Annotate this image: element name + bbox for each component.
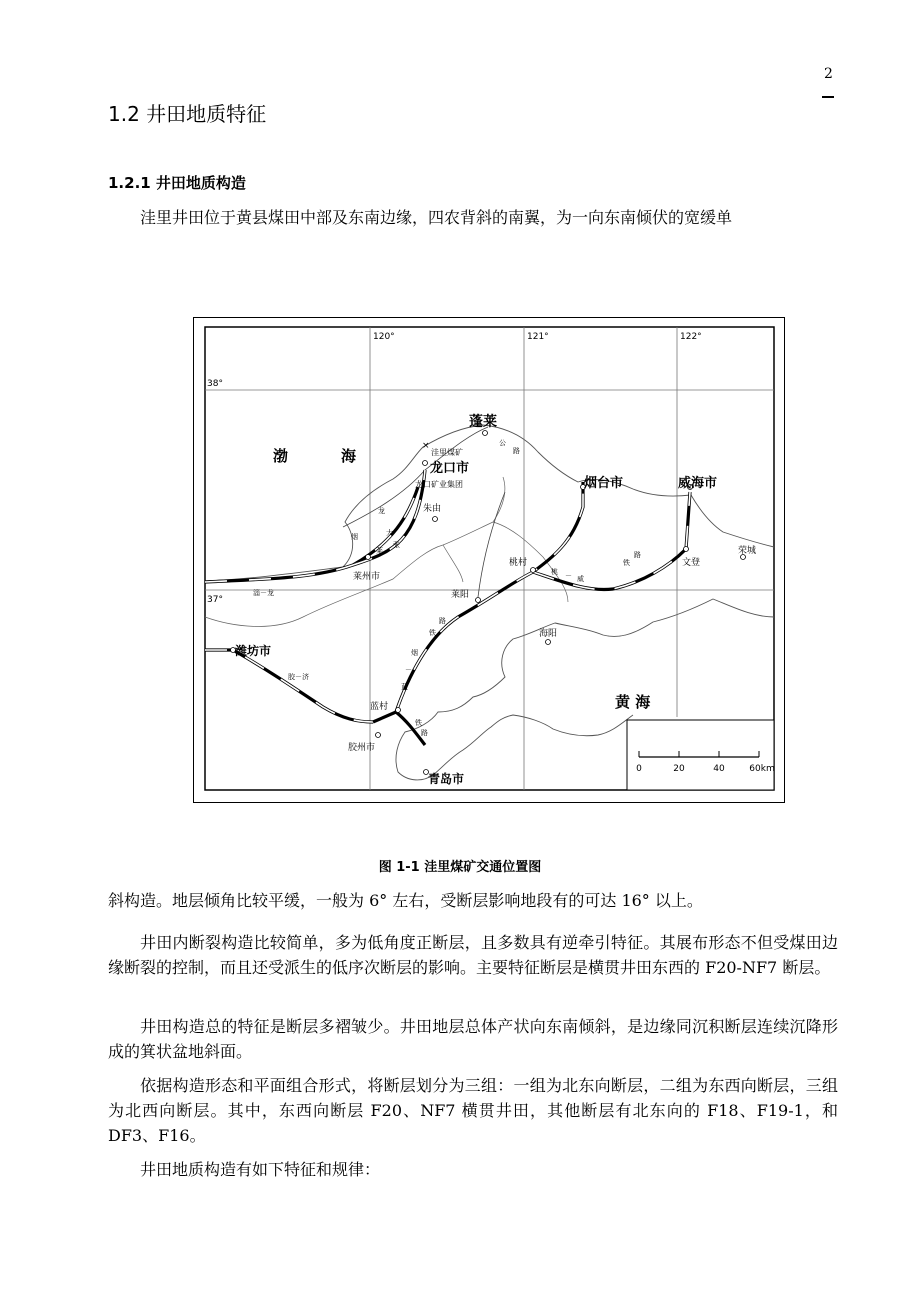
sea-bohai-2: 海 bbox=[341, 447, 357, 465]
rail-label: 桃 bbox=[551, 568, 558, 576]
section-title: 1.2 井田地质特征 bbox=[108, 102, 267, 126]
location-map-figure bbox=[193, 317, 785, 803]
rail-label: 大 bbox=[386, 529, 393, 537]
rail-label: 路 bbox=[634, 551, 641, 559]
rail-label: 莱 bbox=[376, 547, 383, 555]
paragraph-6: 井田地质构造有如下特征和规律： bbox=[140, 1160, 381, 1179]
sea-bohai-1: 渤 bbox=[273, 447, 289, 465]
place-penglai: 蓬莱 bbox=[469, 414, 497, 430]
page-number: 2 bbox=[824, 66, 833, 82]
mine-cross-icon: × bbox=[422, 441, 430, 451]
page-number-rule bbox=[822, 96, 834, 98]
rail-label: 威 bbox=[577, 575, 584, 583]
rail-label: 烟 bbox=[351, 533, 358, 541]
lat-38: 38° bbox=[207, 379, 223, 389]
place-yantai: 烟台市 bbox=[584, 476, 624, 491]
scale-tick-40: 40 bbox=[713, 764, 725, 774]
subsection-title: 1.2.1 井田地质构造 bbox=[108, 174, 246, 192]
figure-caption: 图 1-1 洼里煤矿交通位置图 bbox=[378, 860, 542, 875]
rail-label: 路 bbox=[439, 617, 446, 625]
rail-label: 龙 bbox=[378, 507, 385, 515]
scale-bar bbox=[627, 720, 775, 790]
place-laizhou: 莱州市 bbox=[353, 572, 381, 582]
rail-label: 铁 bbox=[429, 629, 436, 637]
rail-label: 蓝 bbox=[401, 683, 408, 691]
place-weihai: 威海市 bbox=[678, 476, 718, 491]
paragraph-4: 井田构造总的特征是断层多褶皱少。井田地层总体产状向东南倾斜，是边缘同沉积断层连续沉降形成的箕状盆地斜面。 bbox=[108, 1017, 838, 1061]
scale-tick-20: 20 bbox=[673, 764, 685, 774]
rail-label: 烟 bbox=[411, 649, 418, 657]
place-laiyang: 莱阳 bbox=[451, 590, 470, 600]
sea-huanghai: 黄 海 bbox=[615, 693, 651, 711]
rail-label: － bbox=[405, 666, 412, 674]
rail-label: 铁 bbox=[623, 559, 630, 567]
paragraph-5: 依据构造形态和平面组合形式，将断层划分为三组：一组为北东向断层，二组为东西向断层，三组为北西向断层。其中，东西向断层 F20、NF7 横贯井田，其他断层有北东向的 F18、F19-1，和 DF3、F16。 bbox=[108, 1076, 838, 1145]
paragraph-1: 洼里井田位于黄县煤田中部及东南边缘，四农背斜的南翼，为一向东南倾伏的宽缓单 bbox=[140, 208, 733, 227]
place-rongcheng: 荣城 bbox=[738, 546, 757, 556]
rail-label: 路 bbox=[513, 447, 520, 455]
rail-label: － bbox=[565, 572, 572, 580]
location-map bbox=[193, 317, 785, 803]
place-jiaozhou: 胶州市 bbox=[348, 743, 376, 753]
lat-37: 37° bbox=[207, 595, 223, 605]
rail-label: 铁 bbox=[415, 719, 422, 727]
place-zhuyou: 朱由 bbox=[423, 504, 442, 514]
place-wendeng: 文登 bbox=[682, 558, 701, 568]
place-longkou: 龙口市 bbox=[430, 461, 470, 476]
place-waili-mine: 洼里煤矿 bbox=[431, 448, 463, 457]
rail-label: 公 bbox=[499, 439, 506, 447]
paragraph-3: 井田内断裂构造比较简单，多为低角度正断层，且多数具有逆牵引特征。其展布形态不但受煤田边缘断裂的控制，而且还受派生的低序次断层的影响。主要特征断层是横贯井田东西的 F20-NF7 断层。 bbox=[108, 933, 838, 977]
lon-121: 121° bbox=[527, 332, 549, 342]
lon-120: 120° bbox=[373, 332, 395, 342]
rail-label: 路 bbox=[421, 729, 428, 737]
rail-label: 张 bbox=[393, 541, 400, 549]
place-qingdao: 青岛市 bbox=[428, 772, 465, 786]
rail-label: 胶－济 bbox=[288, 673, 309, 681]
place-lancun: 蓝村 bbox=[370, 702, 389, 712]
place-haiyang: 海阳 bbox=[539, 629, 558, 639]
paragraph-2: 斜构造。地层倾角比较平缓，一般为 6° 左右，受断层影响地段有的可达 16° 以上。 bbox=[108, 891, 703, 910]
place-taocun: 桃村 bbox=[509, 558, 528, 568]
place-longkou-group: 龙口矿业集团 bbox=[415, 480, 463, 489]
scale-tick-60: 60km bbox=[749, 764, 775, 774]
scale-tick-0: 0 bbox=[636, 764, 642, 774]
place-weifang: 潍坊市 bbox=[235, 644, 272, 658]
rail-label: 淄－龙 bbox=[253, 589, 274, 597]
lon-122: 122° bbox=[680, 332, 702, 342]
